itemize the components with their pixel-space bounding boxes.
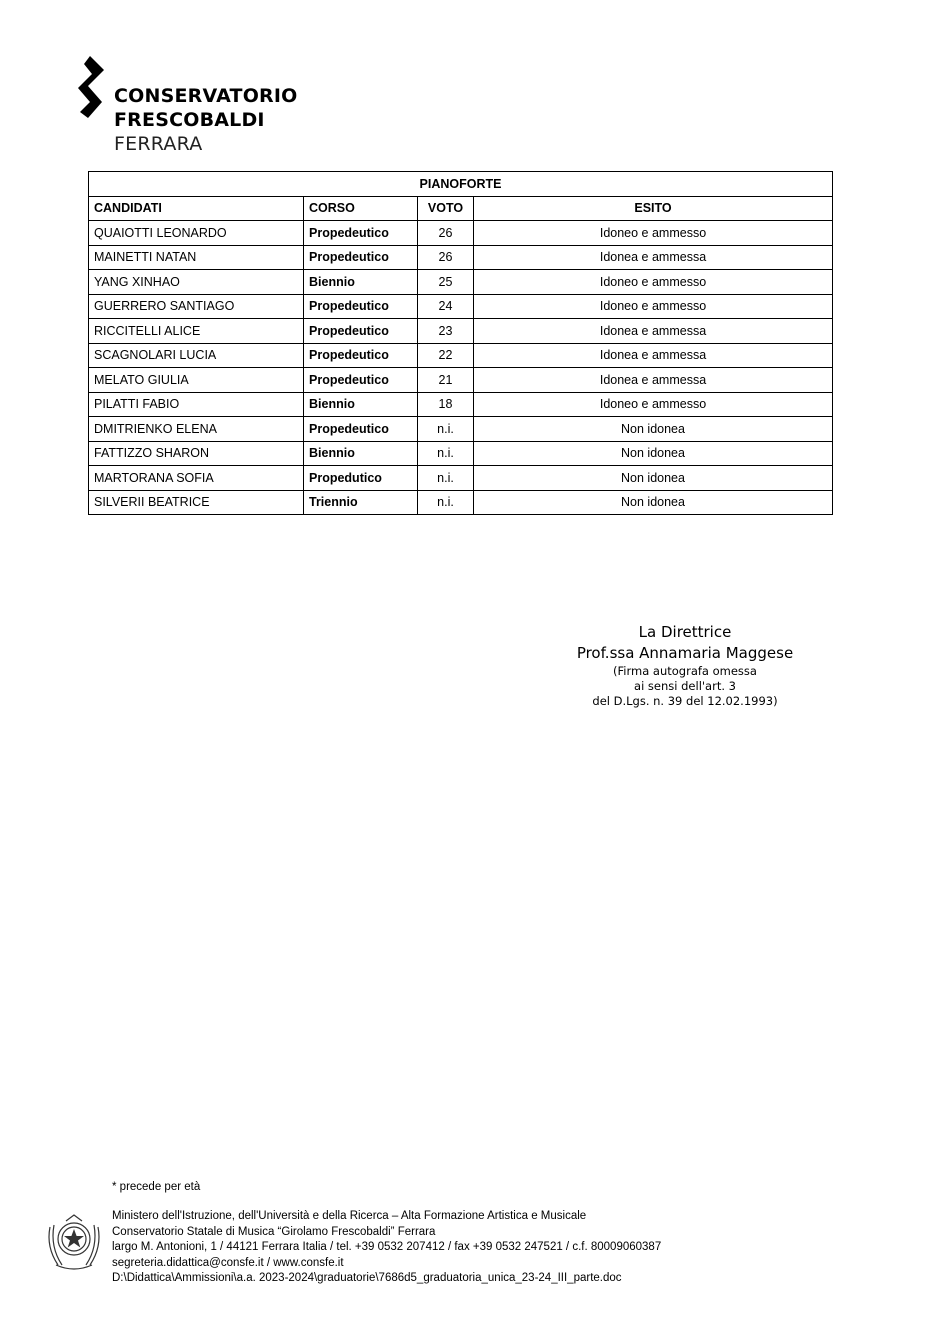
candidate-name: GUERRERO SANTIAGO [89, 294, 304, 319]
table-row [89, 221, 833, 246]
column-header-voto: VOTO [418, 196, 474, 221]
esito-cell: Non idonea [474, 490, 833, 515]
table-row [89, 392, 833, 417]
signature-note-2: ai sensi dell'art. 3 [634, 679, 736, 693]
table-row [89, 417, 833, 442]
esito-cell: Non idonea [474, 466, 833, 491]
signature-block [540, 622, 830, 709]
corso-cell: Propedeutico [304, 343, 418, 368]
corso-cell: Biennio [304, 392, 418, 417]
corso-cell: Propedeutico [304, 368, 418, 393]
voto-cell: 25 [418, 270, 474, 295]
footer-address [112, 1209, 661, 1287]
voto-cell: 26 [418, 245, 474, 270]
voto-cell: 23 [418, 319, 474, 344]
voto-cell: n.i. [418, 466, 474, 491]
results-table [88, 171, 833, 515]
candidate-name: MARTORANA SOFIA [89, 466, 304, 491]
conservatorio-logo-icon [78, 56, 108, 128]
candidate-name: YANG XINHAO [89, 270, 304, 295]
corso-cell: Propedeutico [304, 294, 418, 319]
voto-cell: 18 [418, 392, 474, 417]
voto-cell: n.i. [418, 490, 474, 515]
table-row [89, 490, 833, 515]
corso-cell: Propedeutico [304, 319, 418, 344]
column-header-corso: CORSO [304, 196, 418, 221]
candidate-name: DMITRIENKO ELENA [89, 417, 304, 442]
esito-cell: Idoneo e ammesso [474, 270, 833, 295]
column-header-esito: ESITO [474, 196, 833, 221]
table-row [89, 441, 833, 466]
candidate-name: SCAGNOLARI LUCIA [89, 343, 304, 368]
candidate-name: MAINETTI NATAN [89, 245, 304, 270]
candidate-name: RICCITELLI ALICE [89, 319, 304, 344]
candidate-name: SILVERII BEATRICE [89, 490, 304, 515]
esito-cell: Idoneo e ammesso [474, 221, 833, 246]
table-row [89, 270, 833, 295]
table-row [89, 343, 833, 368]
esito-cell: Idoneo e ammesso [474, 392, 833, 417]
esito-cell: Idonea e ammessa [474, 368, 833, 393]
table-title: PIANOFORTE [89, 172, 833, 197]
corso-cell: Biennio [304, 270, 418, 295]
table-row [89, 466, 833, 491]
corso-cell: Triennio [304, 490, 418, 515]
voto-cell: 24 [418, 294, 474, 319]
signature-note-1: (Firma autografa omessa [613, 664, 757, 678]
footer-line-4: segreteria.didattica@consfe.it / www.consfe.it [112, 1256, 344, 1269]
corso-cell: Propedeutico [304, 245, 418, 270]
table-row [89, 319, 833, 344]
esito-cell: Idonea e ammessa [474, 319, 833, 344]
corso-cell: Propedeutico [304, 417, 418, 442]
candidate-name: FATTIZZO SHARON [89, 441, 304, 466]
signature-role: La Direttrice [638, 623, 732, 641]
footnote: * precede per età [112, 1181, 201, 1193]
candidate-name: QUAIOTTI LEONARDO [89, 221, 304, 246]
esito-cell: Non idonea [474, 417, 833, 442]
table-row [89, 294, 833, 319]
italian-republic-emblem-icon [44, 1207, 104, 1275]
table-header-row [89, 196, 833, 221]
footer-line-2: Conservatorio Statale di Musica “Girolamo Frescobaldi” Ferrara [112, 1225, 436, 1238]
esito-cell: Non idonea [474, 441, 833, 466]
candidate-name: PILATTI FABIO [89, 392, 304, 417]
table-row [89, 245, 833, 270]
voto-cell: 26 [418, 221, 474, 246]
voto-cell: 22 [418, 343, 474, 368]
column-header-candidati: CANDIDATI [89, 196, 304, 221]
signature-note-3: del D.Lgs. n. 39 del 12.02.1993) [592, 694, 778, 708]
logo-line-2: FRESCOBALDI [114, 109, 265, 131]
footer-line-5: D:\Didattica\Ammissioni\a.a. 2023-2024\graduatorie\7686d5_graduatoria_unica_23-24_III_parte.doc [112, 1272, 622, 1284]
candidate-name: MELATO GIULIA [89, 368, 304, 393]
corso-cell: Biennio [304, 441, 418, 466]
voto-cell: 21 [418, 368, 474, 393]
esito-cell: Idonea e ammessa [474, 245, 833, 270]
footer-line-1: Ministero dell'Istruzione, dell'Università e della Ricerca – Alta Formazione Artistica e Musicale [112, 1210, 587, 1222]
esito-cell: Idonea e ammessa [474, 343, 833, 368]
corso-cell: Propedeutico [304, 221, 418, 246]
signature-name: Prof.ssa Annamaria Maggese [576, 644, 794, 662]
logo-line-3: FERRARA [114, 133, 203, 155]
voto-cell: n.i. [418, 417, 474, 442]
institution-name [114, 84, 298, 156]
corso-cell: Propedutico [304, 466, 418, 491]
voto-cell: n.i. [418, 441, 474, 466]
esito-cell: Idoneo e ammesso [474, 294, 833, 319]
table-row [89, 368, 833, 393]
logo-line-1: CONSERVATORIO [114, 85, 298, 107]
footer-line-3: largo M. Antonioni, 1 / 44121 Ferrara Italia / tel. +39 0532 207412 / fax +39 0532 247521 / c.f. 80009060387 [112, 1241, 662, 1253]
